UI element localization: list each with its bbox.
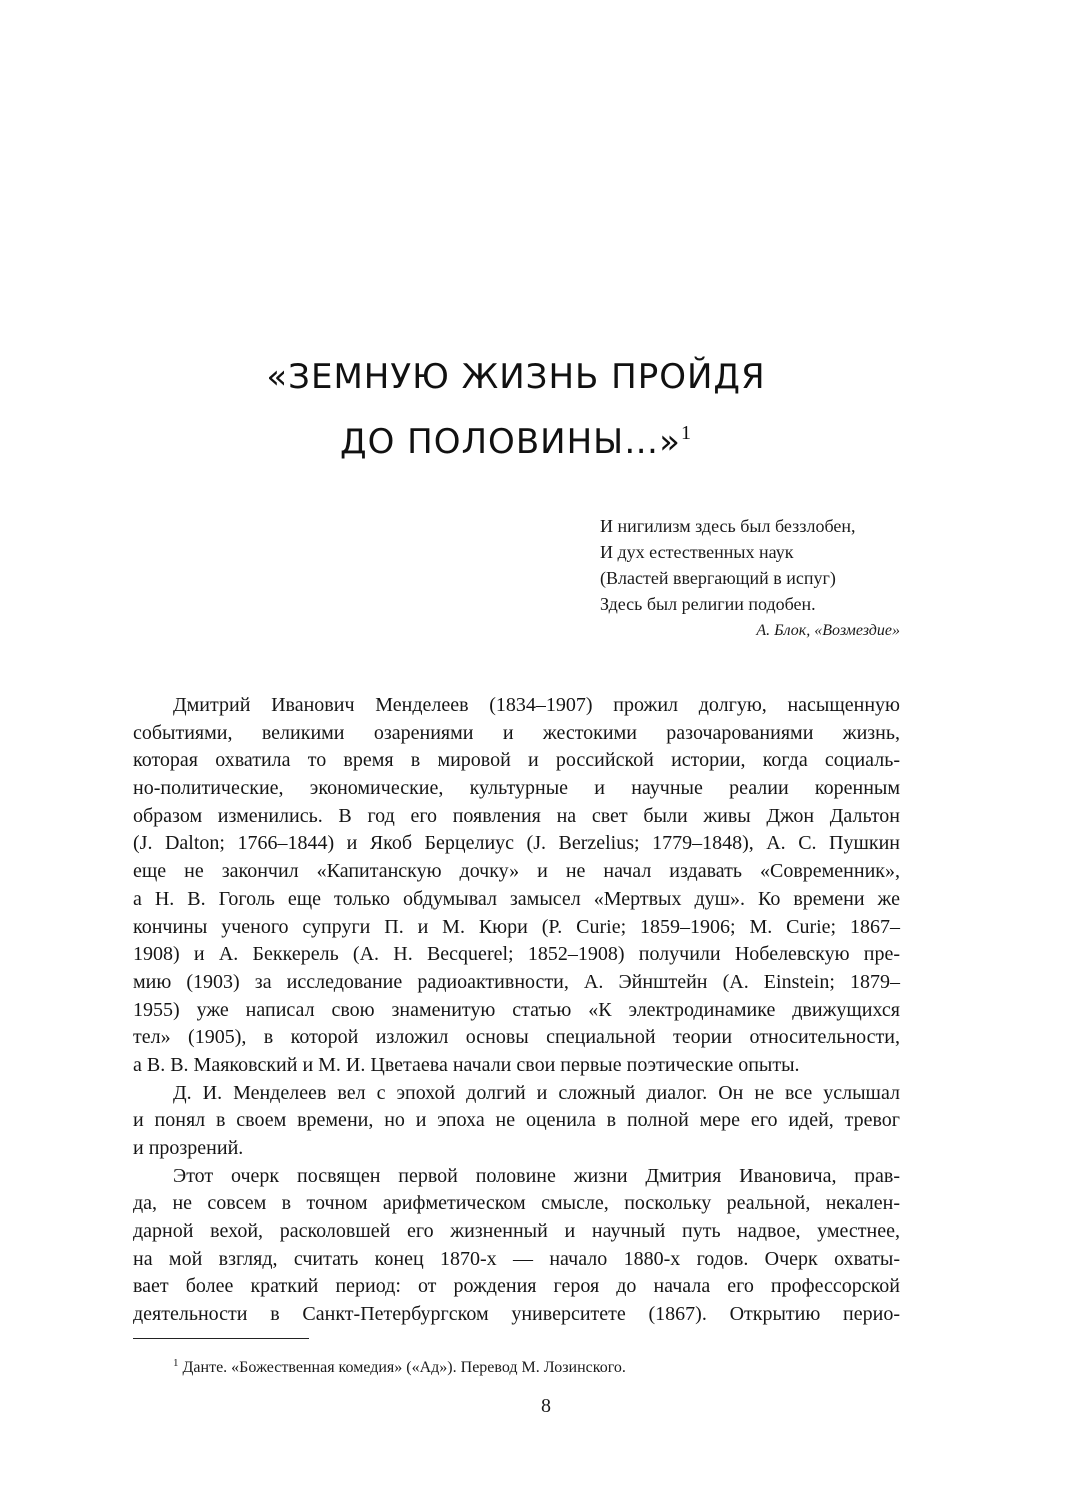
footnote-number: 1: [173, 1357, 179, 1369]
text-line: но-политические, экономические, культурные и научные реалии коренным: [133, 777, 900, 800]
text-line: еще не закончил «Капитанскую дочку» и не начал издавать «Современник»,: [133, 860, 900, 883]
text-line: Этот очерк посвящен первой половине жизни Дмитрия Ивановича, прав-: [173, 1164, 900, 1187]
epigraph-line: Здесь был религии подобен.: [600, 594, 816, 614]
text-line: мию (1903) за исследование радиоактивности, А. Эйнштейн (A. Einstein; 1879–: [133, 970, 900, 993]
text-line: 1908) и А. Беккерель (A. H. Becquerel; 1852–1908) получили Нобелевскую пре-: [133, 943, 900, 966]
epigraph-line: (Властей ввергающий в испуг): [600, 568, 836, 588]
footnote-divider: [133, 1338, 309, 1339]
text-line: и прозрений.: [133, 1137, 244, 1159]
epigraph-line: И дух естественных наук: [600, 542, 794, 562]
text-line: дарной вехой, расколовшей его жизненный и научный путь надвое, уместнее,: [133, 1220, 900, 1243]
text-line: событиями, великими озарениями и жестокими разочарованиями жизнь,: [133, 721, 900, 744]
text-line: Д. И. Менделеев вел с эпохой долгий и сложный диалог. Он не все услышал: [173, 1081, 900, 1104]
chapter-title-line-2-text: ДО ПОЛОВИНЫ…»: [340, 421, 681, 462]
epigraph: [600, 513, 900, 643]
text-line: на мой взгляд, считать конец 1870-х — начало 1880-х годов. Очерк охваты-: [133, 1247, 900, 1270]
paragraph-1: [133, 692, 900, 1080]
text-line: тел» (1905), в которой изложил основы специальной теории относительности,: [133, 1026, 900, 1049]
text-line: кончины ученого супруги П. и М. Кюри (P. Curie; 1859–1906; M. Curie; 1867–: [133, 915, 900, 938]
body-text: [133, 692, 900, 1329]
chapter-title-line-1: «ЗЕМНУЮ ЖИЗНЬ ПРОЙДЯ: [266, 356, 766, 397]
text-line: а В. В. Маяковский и М. И. Цветаева начали свои первые поэтические опыты.: [133, 1053, 800, 1076]
text-line: которая охватила то время в мировой и российской истории, когда социаль-: [133, 749, 900, 772]
footnote: [173, 1352, 873, 1379]
text-line: Дмитрий Иванович Менделеев (1834–1907) прожил долгую, насыщенную: [173, 694, 900, 716]
text-line: образом изменились. В год его появления на свет были живы Джон Дальтон: [133, 804, 900, 827]
epigraph-line: И нигилизм здесь был беззлобен,: [600, 516, 856, 536]
text-line: и понял в своем времени, но и эпоха не оценила в полной мере его идей, тревог: [133, 1109, 900, 1132]
text-line: да, не совсем в точном арифметическом смысле, поскольку реальной, некален-: [133, 1192, 900, 1215]
text-line: вает более краткий период: от рождения героя до начала его профессорской: [133, 1275, 900, 1298]
chapter-title: [246, 349, 786, 470]
text-line: 1955) уже написал свою знаменитую статью «К электродинамике движущихся: [133, 998, 900, 1021]
title-footnote-ref: 1: [680, 421, 692, 444]
text-line: (J. Dalton; 1766–1844) и Якоб Берцелиус (J. Berzelius; 1779–1848), А. С. Пушкин: [133, 832, 900, 855]
text-line: деятельности в Санкт-Петербургском университете (1867). Открытию перио-: [133, 1303, 900, 1326]
text-line: а Н. В. Гоголь еще только обдумывал замысел «Мертвых душ». Ко времени же: [133, 887, 900, 910]
page-number: 8: [541, 1395, 551, 1417]
chapter-title-line-2: [246, 405, 786, 470]
epigraph-attribution: А. Блок, «Возмездие»: [756, 622, 900, 639]
footnote-text: Данте. «Божественная комедия» («Ад»). Перевод М. Лозинского.: [182, 1359, 626, 1376]
paragraph-2: [133, 1080, 900, 1163]
paragraph-3: [133, 1163, 900, 1329]
